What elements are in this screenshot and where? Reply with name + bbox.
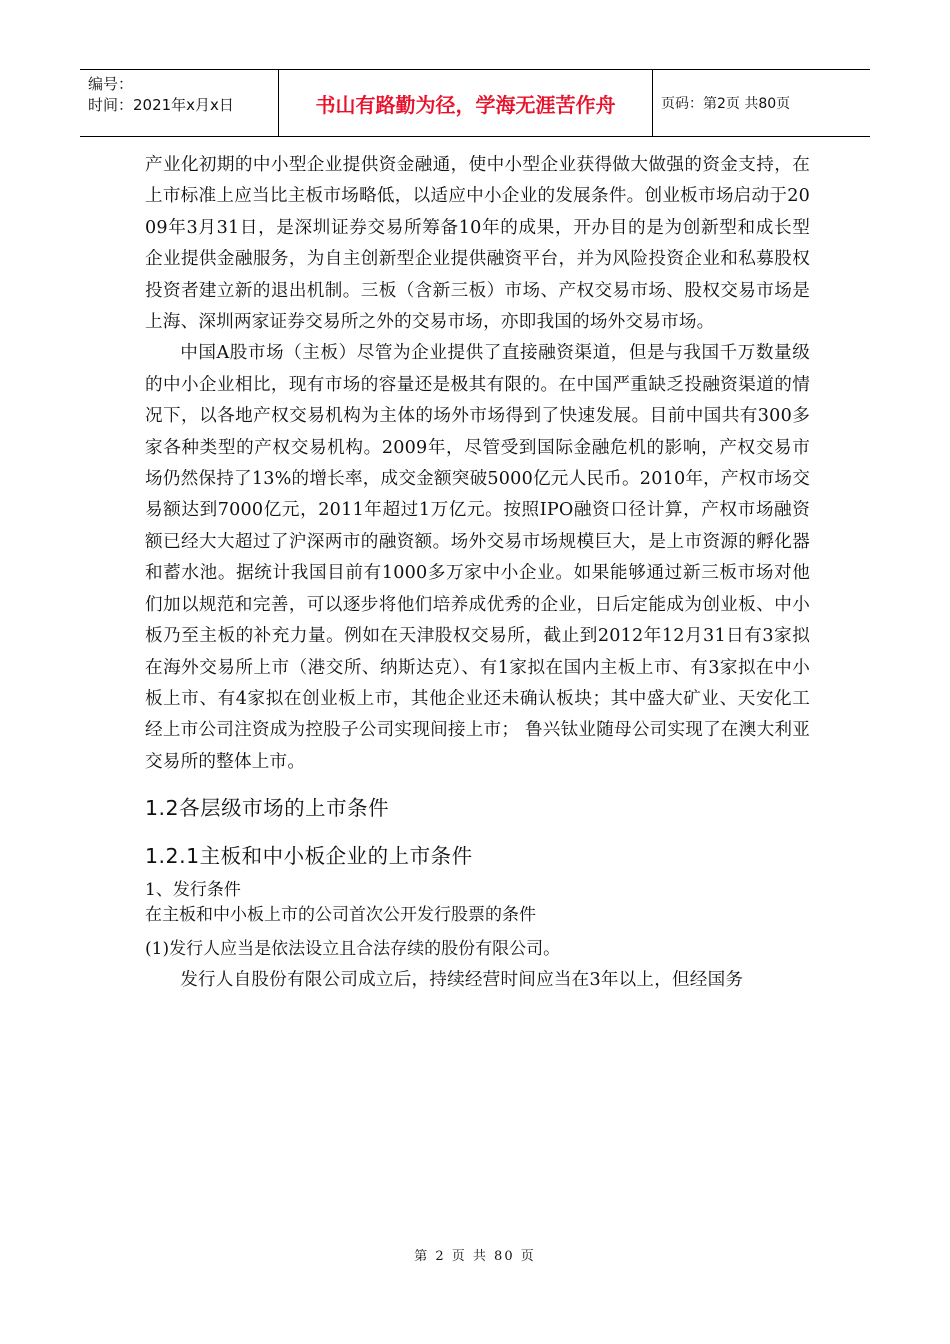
paragraph-1: 产业化初期的中小型企业提供资金融通，使中小型企业获得做大做强的资金支持，在上市标准上应当比主板市场略低，以适应中小企业的发展条件。创业板市场启动于2009年3月31日，是深圳证券交易所筹备10年的成果，开办目的是为创新型和成长型企业提供金融服务，为自主创新型企业提供融资平台，并为风险投资企业和私募股权投资者建立新的退出机制。三板（含新三板）市场、产权交易市场、股权交易市场是上海、深圳两家证券交易所之外的交易市场，亦即我国的场外交易市场。 <box>145 155 810 333</box>
date-label: 时间：2021年x月x日 <box>88 96 234 114</box>
header-meta <box>80 70 279 136</box>
page-footer: 第 2 页 共 80 页 <box>414 1249 536 1264</box>
section-heading-1-2: 1.2各层级市场的上市条件 <box>145 796 390 821</box>
doc-number-label: 编号： <box>88 75 134 93</box>
issue-conditions-description: 在主板和中小板上市的公司首次公开发行股票的条件 <box>145 905 536 926</box>
section-heading-1-2-1: 1.2.1主板和中小板企业的上市条件 <box>145 844 473 869</box>
paragraph-2: 中国A股市场（主板）尽管为企业提供了直接融资渠道，但是与我国千万数量级的中小企业相比，现有市场的容量还是极其有限的。在中国严重缺乏投融资渠道的情况下，以各地产权交易机构为主体的场外市场得到了快速发展。目前中国共有300多家各种类型的产权交易机构。2009年，尽管受到国际金融危机的影响，产权交易市场仍然保持了13%的增长率，成交金额突破5000亿元人民币。2010年，产权市场交易额达到7000亿元，2011年超过1万亿元。按照IPO融资口径计算，产权市场融资额已经大大超过了沪深两市的融资额。场外交易市场规模巨大，是上市资源的孵化器和蓄水池。据统计我国目前有1000多万家中小企业。如果能够通过新三板市场对他们加以规范和完善，可以逐步将他们培养成优秀的企业，日后定能成为创业板、中小板乃至主板的补充力量。例如在天津股权交易所，截止到2012年12月31日有3家拟在海外交易所上市（港交所、纳斯达克）、有1家拟在国内主板上市、有3家拟在中小板上市、有4家拟在创业板上市，其他企业还未确认板块；其中盛大矿业、天安化工经上市公司注资成为控股子公司实现间接上市； 鲁兴钛业随母公司实现了在澳大利亚交易所的整体上市。 <box>145 343 810 772</box>
header-page-number: 页码：第2页 共80页 <box>661 96 791 112</box>
list-item-issue-conditions: 1、发行条件 <box>145 880 241 901</box>
condition-1: (1)发行人应当是依法设立且合法存续的股份有限公司。 <box>145 939 561 960</box>
page-content <box>145 150 810 997</box>
page-header <box>80 69 870 137</box>
header-motto: 书山有路勤为径，学海无涯苦作舟 <box>279 70 653 136</box>
condition-1-detail: 发行人自股份有限公司成立后，持续经营时间应当在3年以上，但经国务 <box>180 970 744 991</box>
